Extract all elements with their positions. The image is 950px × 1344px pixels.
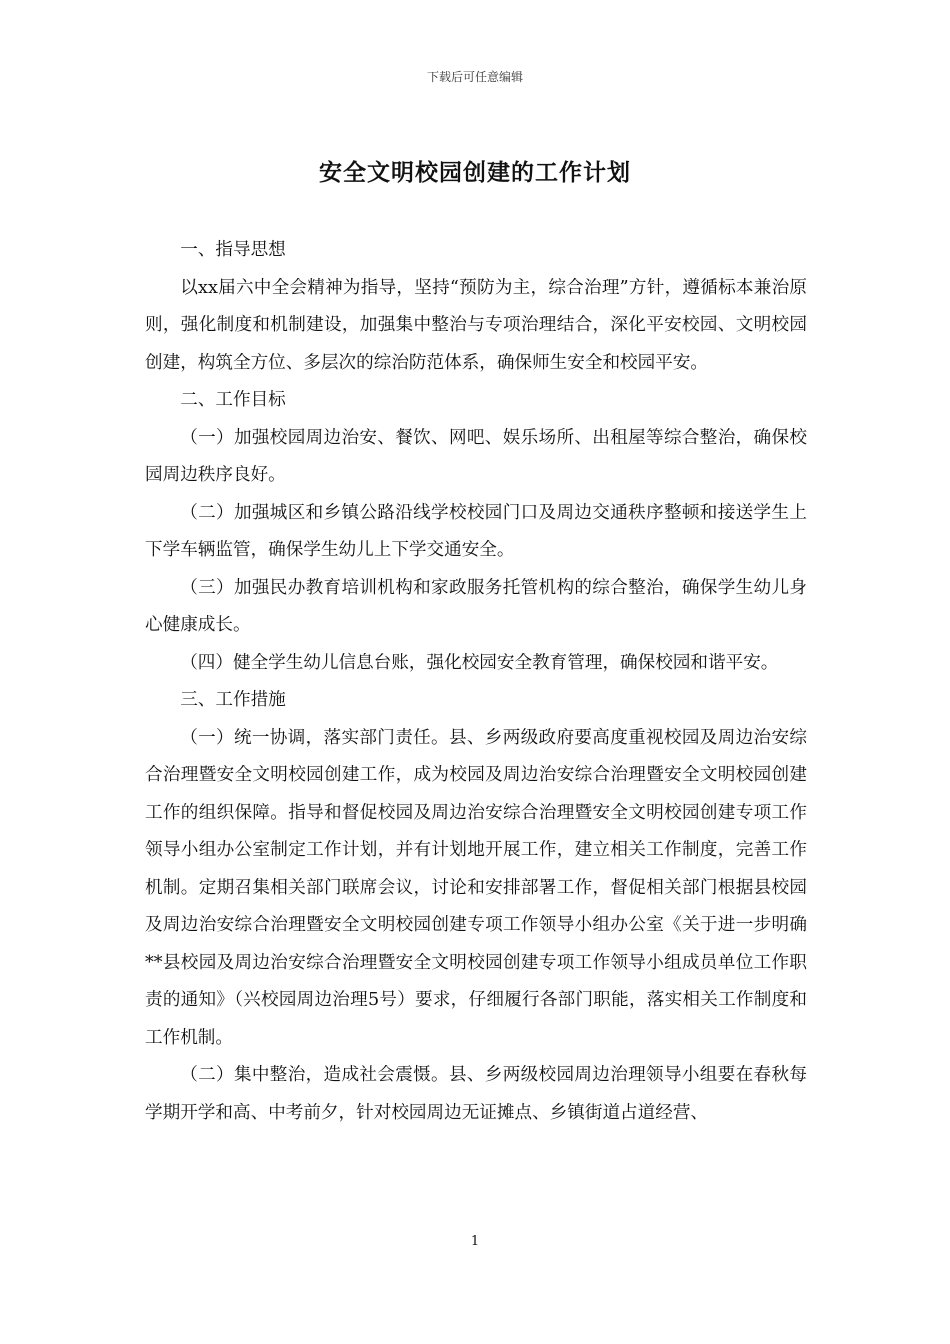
- header-note: 下载后可任意编辑: [426, 70, 523, 84]
- paragraph: （二）集中整治，造成社会震慑。县、乡两级校园周边治理领导小组要在春秋每学期开学和高、中考前夕，针对校园周边无证摊点、乡镇街道占道经营、: [145, 1065, 807, 1123]
- document-title: 安全文明校园创建的工作计划: [319, 160, 631, 186]
- page-number: 1: [470, 1234, 480, 1249]
- paragraph: 以xx届六中全会精神为指导，坚持“预防为主，综合治理”方针，遵循标本兼治原则，强化制度和机制建设，加强集中整治与专项治理结合，深化平安校园、文明校园创建，构筑全方位、多层次的综治防范体系，确保师生安全和校园平安。: [145, 277, 807, 373]
- paragraph: （一）统一协调，落实部门责任。县、乡两级政府要高度重视校园及周边治安综合治理暨安全文明校园创建工作，成为校园及周边治安综合治理暨安全文明校园创建工作的组织保障。指导和督促校园及周边治安综合治理暨安全文明校园创建专项工作领导小组办公室制定工作计划，并有计划地开展工作，建立相关工作制度，完善工作机制。定期召集相关部门联席会议，讨论和安排部署工作，督促相关部门根据县校园及周边治安综合治理暨安全文明校园创建专项工作领导小组办公室《关于进一步明确**县校园及周边治安综合治理暨安全文明校园创建专项工作领导小组成员单位工作职责的通知》（兴校园周边治理5号）要求，仔细履行各部门职能，落实相关工作制度和工作机制。: [145, 727, 807, 1048]
- section-heading-guiding-ideology: 一、指导思想: [180, 240, 286, 260]
- section-heading-work-goals: 二、工作目标: [180, 390, 286, 410]
- document-body: [145, 232, 807, 1132]
- paragraph: （一）加强校园周边治安、餐饮、网吧、娱乐场所、出租屋等综合整治，确保校园周边秩序良好。: [145, 427, 807, 485]
- paragraph: （二）加强城区和乡镇公路沿线学校校园门口及周边交通秩序整顿和接送学生上下学车辆监管，确保学生幼儿上下学交通安全。: [145, 502, 807, 560]
- paragraph: （三）加强民办教育培训机构和家政服务托管机构的综合整治，确保学生幼儿身心健康成长。: [145, 577, 807, 635]
- paragraph: （四）健全学生幼儿信息台账，强化校园安全教育管理，确保校园和谐平安。: [180, 652, 779, 673]
- section-heading-work-measures: 三、工作措施: [180, 690, 286, 710]
